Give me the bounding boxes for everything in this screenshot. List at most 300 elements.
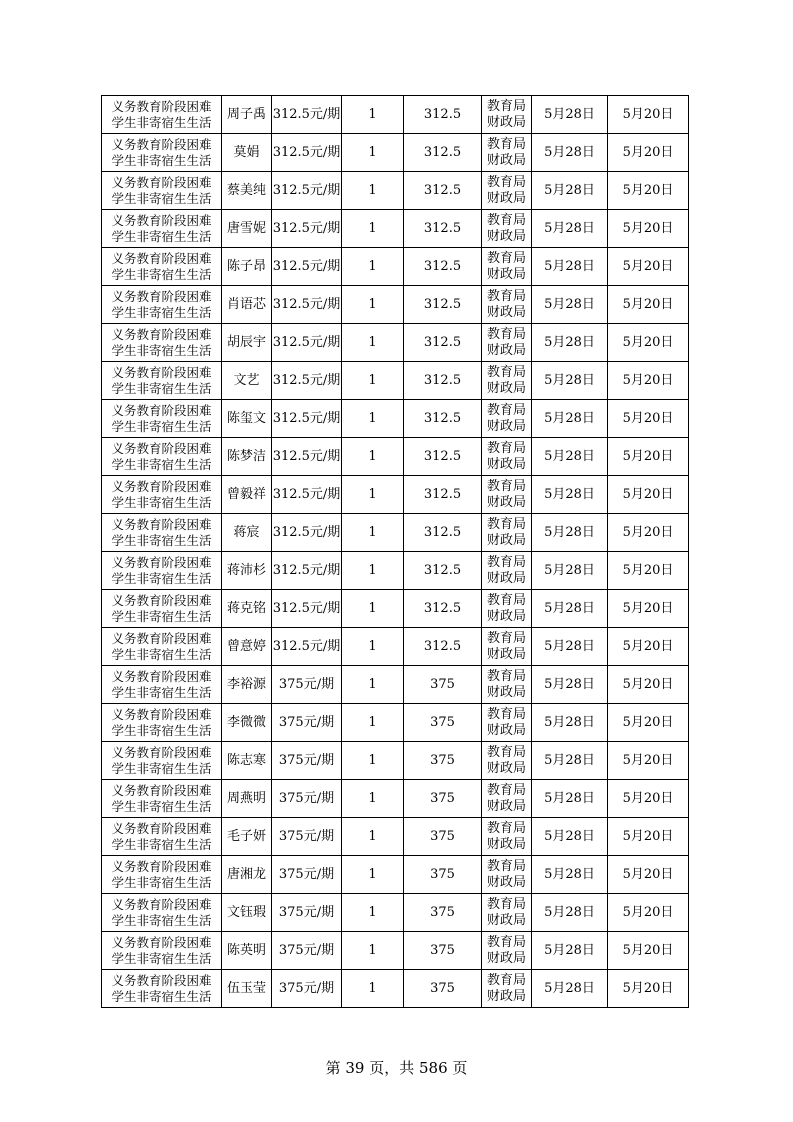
standard-cell [272,704,342,742]
department-text: 教育局 [486,972,526,988]
subsidy-item-text: 学生非寄宿生生活 [111,684,212,700]
standard-text: 312.5元/期 [272,144,341,160]
department-text: 财政局 [486,266,526,282]
standard-text: 312.5元/期 [272,106,341,122]
subsidy-item-text: 学生非寄宿生生活 [111,532,212,548]
date-cell [608,742,689,780]
standard-cell [272,362,342,400]
date-text: 5月28日 [544,828,595,844]
department-text: 财政局 [486,456,526,472]
subsidy-item-text: 义务教育阶段困难 [111,896,212,912]
subsidy-item-text: 义务教育阶段困难 [111,934,212,950]
table-row [102,970,689,1008]
student-name-cell [222,438,272,476]
subsidy-item-text: 学生非寄宿生生活 [111,988,212,1004]
standard-text: 375元/期 [278,942,335,958]
department-text: 教育局 [486,136,526,152]
date-text: 5月28日 [544,638,595,654]
subsidy-item-text: 义务教育阶段困难 [111,554,212,570]
amount-cell [404,780,482,818]
date-text: 5月28日 [544,486,595,502]
amount-cell [404,590,482,628]
table-row [102,704,689,742]
department-cell [482,666,532,704]
department-text: 财政局 [486,380,526,396]
date-text: 5月20日 [622,486,674,502]
student-name-cell [222,286,272,324]
subsidy-item-text: 学生非寄宿生生活 [111,570,212,586]
department-text: 财政局 [486,608,526,624]
standard-cell [272,818,342,856]
date-text: 5月28日 [544,752,595,768]
standard-cell [272,552,342,590]
standard-text: 312.5元/期 [272,296,341,312]
student-name-cell [222,210,272,248]
subsidy-item-cell [102,286,222,324]
date-cell [608,894,689,932]
amount-text: 375 [430,942,455,958]
department-cell [482,818,532,856]
student-name-cell [222,818,272,856]
standard-cell [272,96,342,134]
department-text: 教育局 [486,174,526,190]
department-cell [482,590,532,628]
quantity-text: 1 [368,144,377,160]
student-name-text: 陈志寒 [226,752,266,768]
date-cell [608,666,689,704]
student-name-cell [222,400,272,438]
date-cell [532,514,608,552]
quantity-text: 1 [368,904,377,920]
subsidy-item-text: 义务教育阶段困难 [111,364,212,380]
standard-text: 312.5元/期 [272,372,341,388]
department-text: 教育局 [486,706,526,722]
table-row [102,780,689,818]
date-text: 5月28日 [544,182,595,198]
amount-cell [404,362,482,400]
subsidy-item-text: 学生非寄宿生生活 [111,342,212,358]
subsidy-item-text: 义务教育阶段困难 [111,478,212,494]
subsidy-item-text: 学生非寄宿生生活 [111,380,212,396]
standard-cell [272,666,342,704]
date-text: 5月28日 [544,220,595,236]
department-cell [482,704,532,742]
amount-text: 312.5 [423,372,462,388]
date-text: 5月20日 [622,220,674,236]
date-cell [532,780,608,818]
department-text: 财政局 [486,304,526,320]
amount-text: 375 [430,714,455,730]
page-footer: 第 39 页，共 586 页 [325,1059,468,1077]
department-text: 财政局 [486,190,526,206]
department-cell [482,172,532,210]
standard-cell [272,476,342,514]
subsidy-item-cell [102,476,222,514]
standard-cell [272,970,342,1008]
date-cell [608,704,689,742]
student-name-text: 李裕源 [226,676,266,692]
date-cell [532,932,608,970]
student-name-text: 伍玉莹 [226,980,266,996]
date-text: 5月20日 [622,866,674,882]
amount-cell [404,400,482,438]
quantity-cell [342,134,404,172]
date-cell [532,704,608,742]
amount-cell [404,704,482,742]
subsidy-item-text: 学生非寄宿生生活 [111,836,212,852]
subsidy-item-text: 学生非寄宿生生活 [111,494,212,510]
department-cell [482,894,532,932]
student-name-cell [222,666,272,704]
date-cell [608,590,689,628]
date-text: 5月28日 [544,410,595,426]
department-text: 教育局 [486,896,526,912]
date-cell [532,438,608,476]
subsidy-item-text: 义务教育阶段困难 [111,98,212,114]
department-text: 财政局 [486,646,526,662]
subsidy-item-text: 义务教育阶段困难 [111,744,212,760]
student-name-text: 蒋沛杉 [226,562,266,578]
date-text: 5月20日 [622,600,674,616]
student-name-text: 陈英明 [226,942,266,958]
quantity-cell [342,856,404,894]
department-text: 教育局 [486,98,526,114]
date-text: 5月20日 [622,714,674,730]
standard-text: 312.5元/期 [272,220,341,236]
department-cell [482,628,532,666]
student-name-text: 唐雪妮 [226,220,266,236]
student-name-text: 陈玺文 [226,410,266,426]
date-cell [608,970,689,1008]
subsidy-item-cell [102,894,222,932]
amount-cell [404,894,482,932]
quantity-text: 1 [368,942,377,958]
department-text: 教育局 [486,934,526,950]
quantity-text: 1 [368,828,377,844]
quantity-text: 1 [368,486,377,502]
table-row [102,818,689,856]
subsidy-item-text: 学生非寄宿生生活 [111,646,212,662]
date-cell [532,286,608,324]
subsidy-item-cell [102,400,222,438]
date-text: 5月20日 [622,752,674,768]
student-name-cell [222,134,272,172]
subsidy-item-cell [102,134,222,172]
student-name-cell [222,742,272,780]
subsidy-item-text: 义务教育阶段困难 [111,516,212,532]
subsidy-item-text: 学生非寄宿生生活 [111,722,212,738]
department-text: 教育局 [486,402,526,418]
amount-cell [404,210,482,248]
amount-cell [404,932,482,970]
date-cell [608,818,689,856]
date-cell [608,400,689,438]
date-cell [608,628,689,666]
table-row [102,514,689,552]
date-text: 5月28日 [544,942,595,958]
amount-cell [404,476,482,514]
standard-text: 375元/期 [278,676,335,692]
date-text: 5月28日 [544,296,595,312]
quantity-cell [342,628,404,666]
quantity-text: 1 [368,638,377,654]
date-text: 5月20日 [622,676,674,692]
quantity-text: 1 [368,220,377,236]
department-text: 财政局 [486,798,526,814]
date-cell [608,856,689,894]
quantity-cell [342,324,404,362]
student-name-text: 文钰瑕 [226,904,266,920]
standard-cell [272,324,342,362]
subsidy-item-cell [102,552,222,590]
subsidy-item-text: 学生非寄宿生生活 [111,114,212,130]
amount-text: 312.5 [423,182,462,198]
table-row [102,134,689,172]
standard-cell [272,210,342,248]
quantity-cell [342,400,404,438]
quantity-cell [342,438,404,476]
subsidy-item-text: 义务教育阶段困难 [111,858,212,874]
date-text: 5月20日 [622,372,674,388]
date-text: 5月20日 [622,448,674,464]
date-cell [532,362,608,400]
amount-cell [404,96,482,134]
date-cell [608,210,689,248]
table-row [102,856,689,894]
student-name-cell [222,324,272,362]
student-name-text: 莫娟 [233,144,260,160]
department-cell [482,856,532,894]
subsidy-item-text: 学生非寄宿生生活 [111,228,212,244]
date-cell [608,932,689,970]
date-text: 5月28日 [544,448,595,464]
standard-text: 312.5元/期 [272,638,341,654]
student-name-cell [222,248,272,286]
amount-text: 312.5 [423,486,462,502]
standard-text: 312.5元/期 [272,258,341,274]
standard-text: 312.5元/期 [272,562,341,578]
table-row [102,248,689,286]
date-text: 5月28日 [544,144,595,160]
department-text: 财政局 [486,988,526,1004]
quantity-cell [342,742,404,780]
standard-text: 375元/期 [278,790,335,806]
date-cell [608,514,689,552]
department-text: 财政局 [486,152,526,168]
date-cell [608,96,689,134]
quantity-cell [342,666,404,704]
standard-cell [272,856,342,894]
quantity-cell [342,780,404,818]
department-cell [482,780,532,818]
student-name-text: 蒋宸 [233,524,260,540]
subsidy-item-text: 学生非寄宿生生活 [111,456,212,472]
date-text: 5月28日 [544,524,595,540]
standard-cell [272,172,342,210]
subsidy-item-text: 义务教育阶段困难 [111,326,212,342]
table-row [102,400,689,438]
student-name-cell [222,894,272,932]
quantity-text: 1 [368,790,377,806]
department-text: 财政局 [486,760,526,776]
department-cell [482,932,532,970]
date-text: 5月20日 [622,410,674,426]
amount-text: 312.5 [423,524,462,540]
date-cell [608,362,689,400]
quantity-cell [342,172,404,210]
amount-cell [404,666,482,704]
department-cell [482,476,532,514]
department-cell [482,970,532,1008]
amount-cell [404,742,482,780]
subsidy-item-text: 义务教育阶段困难 [111,174,212,190]
student-name-cell [222,552,272,590]
subsidy-item-text: 义务教育阶段困难 [111,136,212,152]
student-name-text: 曾意婷 [226,638,266,654]
date-cell [608,438,689,476]
amount-text: 375 [430,904,455,920]
date-cell [532,856,608,894]
department-text: 教育局 [486,364,526,380]
amount-text: 312.5 [423,638,462,654]
date-cell [532,210,608,248]
student-name-text: 文艺 [233,372,260,388]
student-name-cell [222,590,272,628]
quantity-cell [342,248,404,286]
amount-text: 312.5 [423,410,462,426]
date-cell [532,552,608,590]
date-cell [532,894,608,932]
amount-text: 312.5 [423,562,462,578]
date-text: 5月20日 [622,828,674,844]
student-name-cell [222,514,272,552]
table-row [102,210,689,248]
date-text: 5月20日 [622,182,674,198]
department-cell [482,438,532,476]
subsidy-item-text: 义务教育阶段困难 [111,706,212,722]
date-cell [532,400,608,438]
standard-cell [272,514,342,552]
standard-text: 375元/期 [278,904,335,920]
student-name-text: 蔡美纯 [226,182,266,198]
department-text: 财政局 [486,114,526,130]
standard-text: 375元/期 [278,828,335,844]
quantity-text: 1 [368,182,377,198]
student-name-cell [222,932,272,970]
standard-cell [272,932,342,970]
date-text: 5月20日 [622,334,674,350]
student-name-text: 蒋克铭 [226,600,266,616]
subsidy-item-text: 学生非寄宿生生活 [111,190,212,206]
quantity-text: 1 [368,372,377,388]
amount-text: 312.5 [423,448,462,464]
date-text: 5月28日 [544,676,595,692]
date-text: 5月20日 [622,638,674,654]
quantity-text: 1 [368,258,377,274]
department-text: 教育局 [486,858,526,874]
date-text: 5月20日 [622,258,674,274]
subsidy-item-text: 义务教育阶段困难 [111,592,212,608]
department-text: 财政局 [486,874,526,890]
quantity-text: 1 [368,600,377,616]
date-cell [532,134,608,172]
amount-cell [404,856,482,894]
table-row [102,628,689,666]
quantity-cell [342,704,404,742]
date-cell [532,970,608,1008]
amount-text: 312.5 [423,258,462,274]
department-text: 财政局 [486,684,526,700]
subsidy-item-cell [102,628,222,666]
subsidy-item-text: 学生非寄宿生生活 [111,874,212,890]
date-cell [532,172,608,210]
department-cell [482,210,532,248]
quantity-text: 1 [368,106,377,122]
subsidy-item-cell [102,210,222,248]
standard-cell [272,780,342,818]
amount-cell [404,970,482,1008]
subsidy-item-cell [102,590,222,628]
department-text: 教育局 [486,516,526,532]
subsidy-item-text: 学生非寄宿生生活 [111,304,212,320]
department-text: 财政局 [486,570,526,586]
department-text: 教育局 [486,668,526,684]
date-cell [532,96,608,134]
student-name-cell [222,628,272,666]
date-text: 5月28日 [544,866,595,882]
quantity-cell [342,932,404,970]
quantity-text: 1 [368,752,377,768]
quantity-cell [342,96,404,134]
standard-text: 312.5元/期 [272,334,341,350]
standard-text: 312.5元/期 [272,486,341,502]
quantity-cell [342,590,404,628]
standard-text: 312.5元/期 [272,524,341,540]
quantity-cell [342,970,404,1008]
date-text: 5月20日 [622,296,674,312]
date-text: 5月28日 [544,714,595,730]
table-row [102,590,689,628]
standard-cell [272,248,342,286]
standard-text: 312.5元/期 [272,410,341,426]
date-cell [608,248,689,286]
subsidy-item-text: 义务教育阶段困难 [111,288,212,304]
department-cell [482,362,532,400]
date-cell [532,476,608,514]
standard-text: 375元/期 [278,980,335,996]
student-name-text: 胡辰宇 [226,334,266,350]
student-name-text: 唐湘龙 [226,866,266,882]
department-text: 教育局 [486,440,526,456]
department-text: 财政局 [486,722,526,738]
amount-text: 375 [430,828,455,844]
department-cell [482,514,532,552]
department-text: 教育局 [486,212,526,228]
table-row [102,932,689,970]
amount-cell [404,286,482,324]
subsidy-item-text: 学生非寄宿生生活 [111,266,212,282]
department-text: 教育局 [486,554,526,570]
date-text: 5月20日 [622,790,674,806]
subsidy-item-text: 学生非寄宿生生活 [111,418,212,434]
department-text: 教育局 [486,326,526,342]
date-text: 5月20日 [622,942,674,958]
department-text: 财政局 [486,912,526,928]
department-cell [482,324,532,362]
table-row [102,362,689,400]
subsidy-item-text: 义务教育阶段困难 [111,212,212,228]
subsidy-item-cell [102,172,222,210]
